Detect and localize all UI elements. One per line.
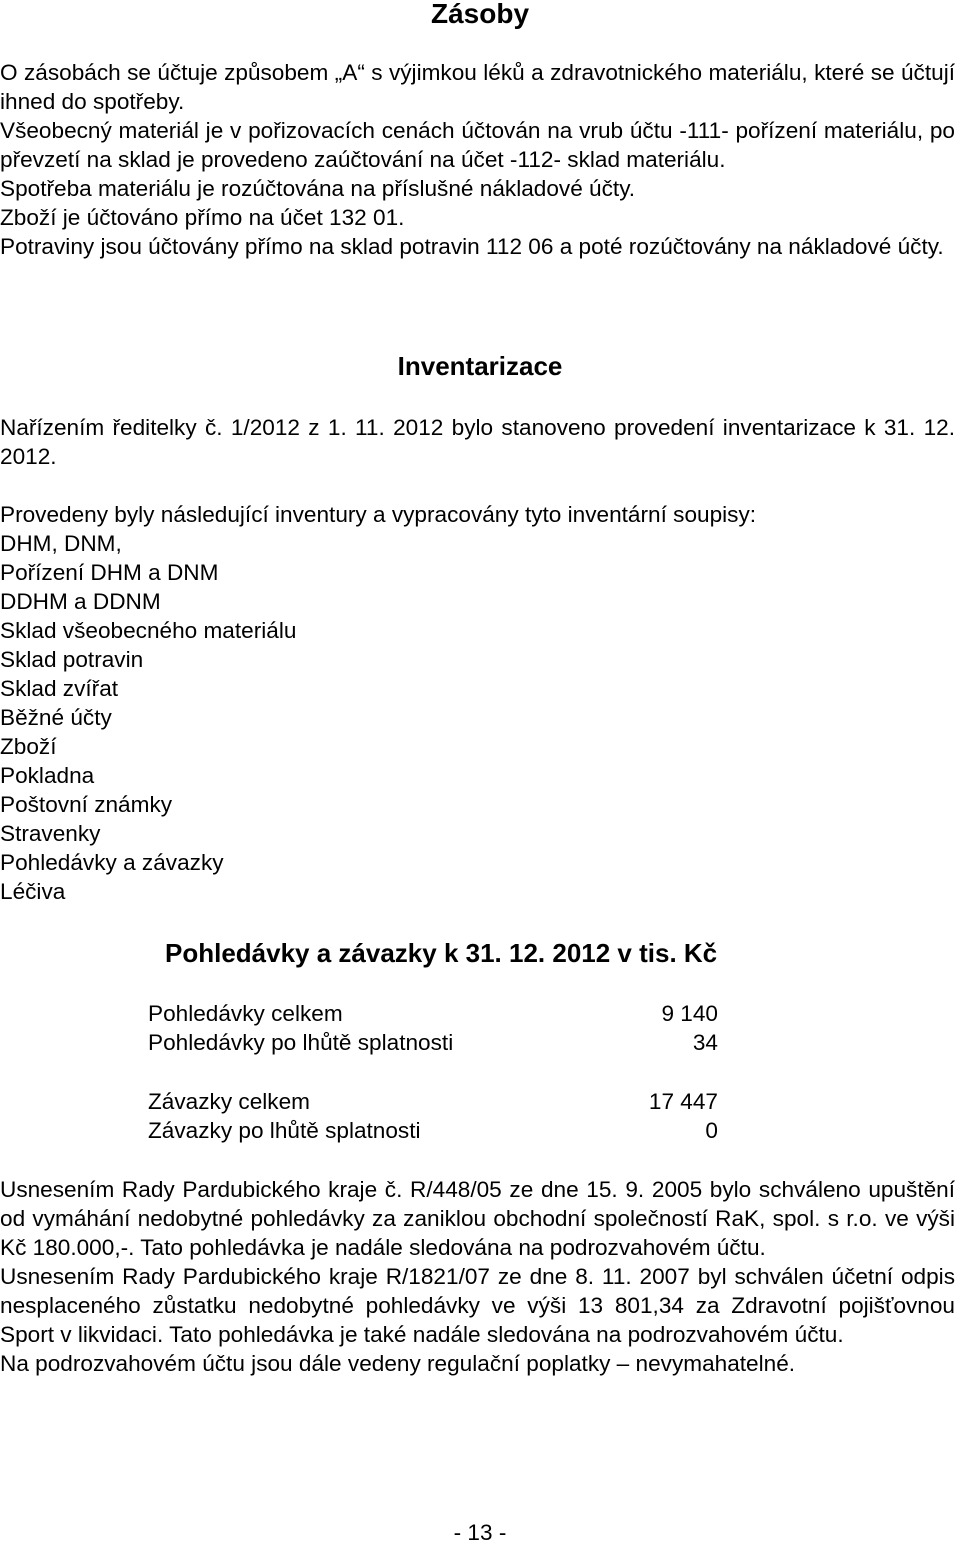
page-number: - 13 - — [453, 1520, 507, 1545]
row-value: 0 — [705, 1118, 718, 1143]
receivables-table — [148, 999, 718, 1057]
list-item: Zboží — [0, 734, 57, 759]
list-item: Běžné účty — [0, 705, 112, 730]
list-item: Pokladna — [0, 763, 95, 788]
closing-paragraph: Na podrozvahovém účtu jsou dále vedeny regulační poplatky – nevymahatelné. — [0, 1351, 796, 1376]
list-item: Stravenky — [0, 821, 101, 846]
pohledavky-heading: Pohledávky a závazky k 31. 12. 2012 v tis. Kč — [165, 938, 718, 968]
list-item: Poštovní známky — [0, 792, 173, 817]
zasoby-section — [0, 58, 955, 261]
inventory-list — [0, 529, 955, 906]
closing-paragraph: Usnesením Rady Pardubického kraje R/1821/07 ze dne 8. 11. 2007 byl schválen účetní odpis nesplaceného zůstatku nedobytné pohledávky ve výši 13 801,34 za Zdravotní pojišťovnou Sport v likvidaci. Tato pohledávka je také nadále sledována na podrozvahovém účtu. — [0, 1264, 955, 1347]
table-row — [148, 999, 718, 1028]
row-label: Pohledávky celkem — [148, 1001, 343, 1026]
page-title: Zásoby — [430, 0, 530, 29]
closing-paragraph: Usnesením Rady Pardubického kraje č. R/448/05 ze dne 15. 9. 2005 bylo schváleno upuštění od vymáhání nedobytné pohledávky za zaniklou obchodní společností RaK, spol. s r.o. ve výši Kč 180.000,-. Tato pohledávka je nadále sledována na podrozvahovém účtu. — [0, 1177, 955, 1260]
inventarizace-heading: Inventarizace — [397, 351, 563, 381]
inventarizace-intro: Nařízením ředitelky č. 1/2012 z 1. 11. 2012 bylo stanoveno provedení inventarizace k 31. 12. 2012. — [0, 415, 955, 469]
row-value: 9 140 — [661, 1001, 718, 1026]
table-row — [148, 1116, 718, 1145]
row-label: Závazky po lhůtě splatnosti — [148, 1118, 421, 1143]
inventory-lead: Provedeny byly následující inventury a vypracovány tyto inventární soupisy: — [0, 502, 757, 527]
list-item: DHM, DNM, — [0, 531, 122, 556]
closing-section — [0, 1175, 955, 1378]
list-item: Pohledávky a závazky — [0, 850, 224, 875]
list-item: Sklad potravin — [0, 647, 144, 672]
liabilities-table — [148, 1087, 718, 1145]
list-item: Sklad všeobecného materiálu — [0, 618, 297, 643]
inventory-list-block — [0, 500, 955, 906]
row-label: Závazky celkem — [148, 1089, 310, 1114]
zasoby-paragraph: Potraviny jsou účtovány přímo na sklad potravin 112 06 a poté rozúčtovány na nákladové účty. — [0, 234, 944, 259]
list-item: DDHM a DDNM — [0, 589, 161, 614]
zasoby-paragraph: Spotřeba materiálu je rozúčtována na příslušné nákladové účty. — [0, 176, 636, 201]
row-value: 34 — [692, 1030, 718, 1055]
zasoby-paragraph: Všeobecný materiál je v pořizovacích cenách účtován na vrub účtu -111- pořízení materiálu, po převzetí na sklad je provedeno zaúčtování na účet -112- sklad materiálu. — [0, 118, 955, 172]
list-item: Pořízení DHM a DNM — [0, 560, 219, 585]
table-row — [148, 1028, 718, 1057]
zasoby-paragraph: Zboží je účtováno přímo na účet 132 01. — [0, 205, 405, 230]
inventarizace-intro-block — [0, 413, 955, 471]
row-label: Pohledávky po lhůtě splatnosti — [148, 1030, 454, 1055]
row-value: 17 447 — [648, 1089, 718, 1114]
table-row — [148, 1087, 718, 1116]
zasoby-paragraph: O zásobách se účtuje způsobem „A“ s výjimkou léků a zdravotnického materiálu, které se účtují ihned do spotřeby. — [0, 60, 955, 114]
list-item: Léčiva — [0, 879, 66, 904]
list-item: Sklad zvířat — [0, 676, 119, 701]
